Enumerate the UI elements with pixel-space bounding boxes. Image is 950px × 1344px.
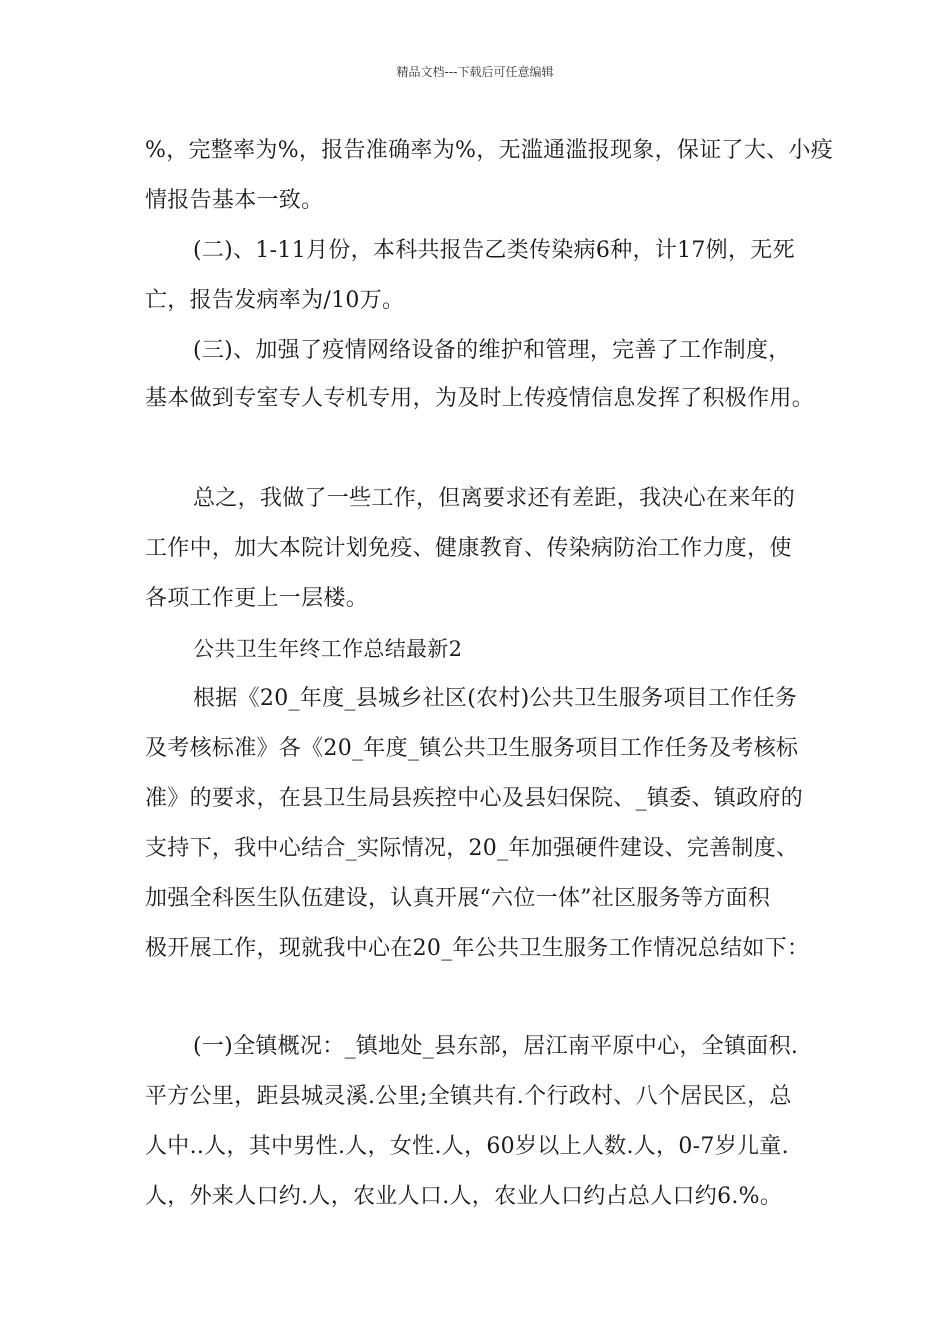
paragraph-line: 工作中，加大本院计划免疫、健康教育、传染病防治工作力度，使 [145, 536, 792, 561]
paragraph-line: 人中..人，其中男性.人，女性.人，60岁以上人数.人，0-7岁儿童. [145, 1134, 789, 1159]
paragraph-line: 情报告基本一致。 [145, 188, 324, 213]
paragraph-line: 平方公里，距县城灵溪.公里;全镇共有.个行政村、八个居民区，总 [145, 1084, 792, 1109]
paragraph-line: (二)、1-11月份，本科共报告乙类传染病6种，计17例，无死 [193, 238, 795, 263]
paragraph-line: 及考核标准》各《20_年度_镇公共卫生服务项目工作任务及考核标 [145, 736, 799, 761]
paragraph-line: (一)全镇概况：_镇地处_县东部，居江南平原中心，全镇面积. [193, 1034, 799, 1059]
paragraph-line: 支持下，我中心结合_实际情况，20_年加强硬件建设、完善制度、 [145, 836, 799, 861]
paragraph-line: 总之，我做了一些工作，但离要求还有差距，我决心在来年的 [193, 486, 796, 511]
paragraph-line: 根据《20_年度_县城乡社区(农村)公共卫生服务项目工作任务 [193, 686, 798, 711]
paragraph-line: (三)、加强了疫情网络设备的维护和管理，完善了工作制度， [193, 338, 791, 363]
paragraph-line: 准》的要求，在县卫生局县疾控中心及县妇保院、_镇委、镇政府的 [145, 786, 804, 811]
paragraph-line: 亡，报告发病率为/10万。 [145, 288, 405, 313]
paragraph-line: 加强全科医生队伍建设，认真开展“六位一体”社区服务等方面积 [145, 886, 771, 911]
paragraph-line: %，完整率为%，报告准确率为%，无滥通滥报现象，保证了大、小疫 [145, 138, 834, 163]
paragraph-line: 基本做到专室专人专机专用，为及时上传疫情信息发挥了积极作用。 [145, 386, 815, 411]
paragraph-line: 极开展工作，现就我中心在20_年公共卫生服务工作情况总结如下： [145, 936, 810, 961]
paragraph-line: 人，外来人口约.人，农业人口.人，农业人口约占总人口约6.%。 [145, 1184, 783, 1209]
paragraph-line: 各项工作更上一层楼。 [145, 586, 369, 611]
page-header: 精品文档---下载后可任意编辑 [396, 65, 554, 79]
section-title: 公共卫生年终工作总结最新2 [193, 637, 463, 661]
